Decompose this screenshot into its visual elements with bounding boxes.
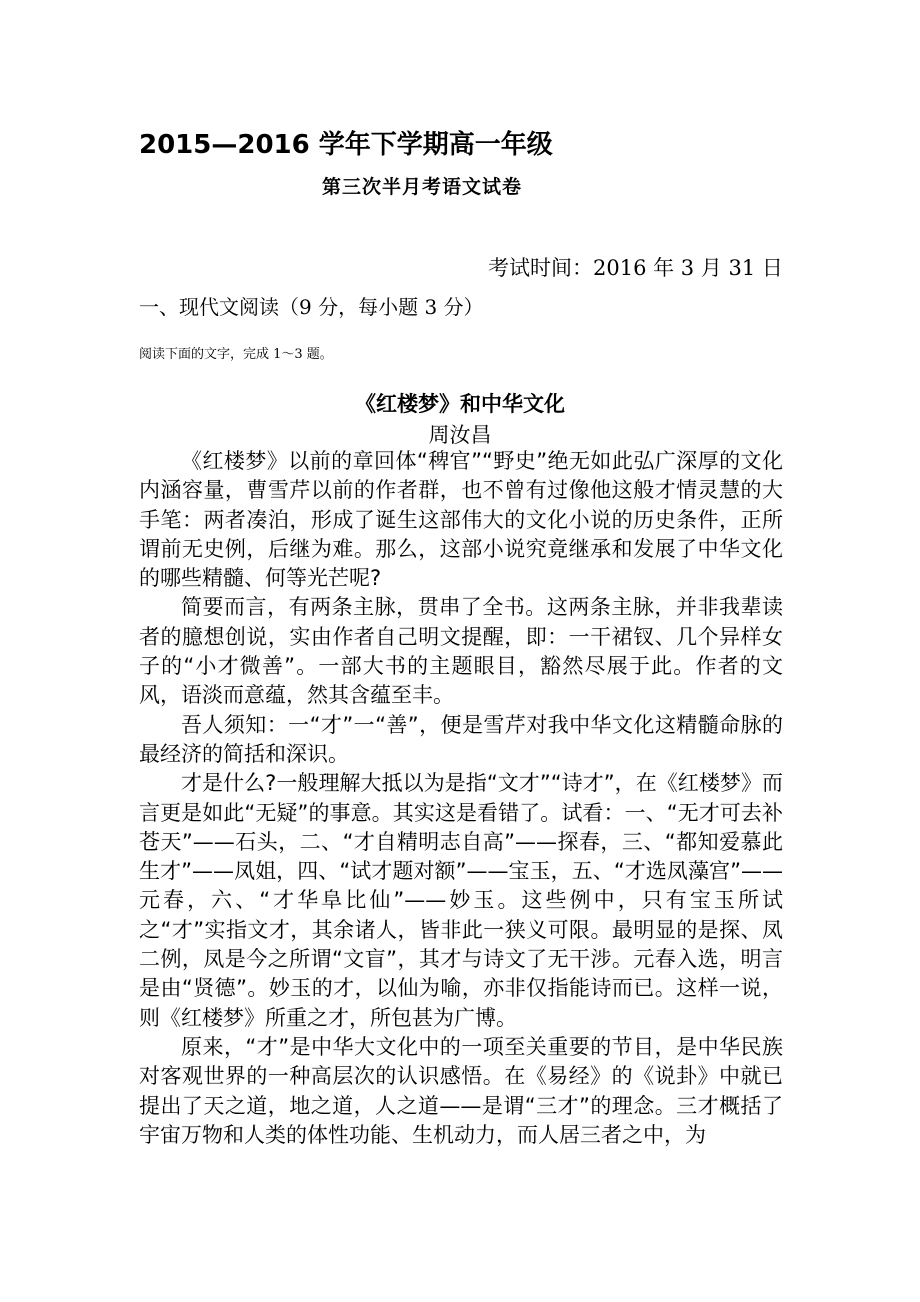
reading-instruction: 阅读下面的文字，完成 1～3 题。 <box>139 347 333 362</box>
exam-subtitle: 第三次半月考语文试卷 <box>322 176 523 198</box>
article-paragraph-5: 原来，“才”是中华大文化中的一项至关重要的节目，是中华民族对客观世界的一种高层次的认识感悟。在《易经》的《说卦》中就已提出了天之道，地之道，人之道——是谓“三才”的理念。三才概括了宇宙万物和人类的体性功能、生机动力，而人居三者之中，为 <box>139 1034 783 1147</box>
article-paragraph-1: 《红楼梦》以前的章回体“稗官”“野史”绝无如此弘广深厚的文化内涵容量，曹雪芹以前的作者群，也不曾有过像他这般才情灵慧的大手笔：两者凑泊，形成了诞生这部伟大的文化小说的历史条件，正所谓前无史例，后继为难。那么，这部小说究竟继承和发展了中华文化的哪些精髓、何等光芒呢? <box>139 449 783 591</box>
article-author: 周汝昌 <box>428 423 492 447</box>
section-heading: 一、现代文阅读（9 分，每小题 3 分） <box>139 295 484 319</box>
article-paragraph-3: 吾人须知：一“才”一“善”，便是雪芹对我中华文化这精髓命脉的最经济的简括和深识。 <box>139 712 783 766</box>
article-paragraph-4: 才是什么?一般理解大抵以为是指“文才”“诗才”，在《红楼梦》而言更是如此“无疑”的事意。其实这是看错了。试看：一、“无才可去补苍天”——石头，二、“才自精明志自高”——探春，三、“都知爱慕此生才”——凤姐，四、“试才题对额”——宝玉，五、“才选凤藻宫”——元春，六、“才华阜比仙”——妙玉。这些例中，只有宝玉所试之“才”实指文才，其余诸人，皆非此一狭义可限。最明显的是探、凤二例，凤是今之所谓“文盲”，其才与诗文了无干涉。元春入选，明言是由“贤德”。妙玉的才，以仙为喻，亦非仅指能诗而已。这样一说，则《红楼梦》所重之才，所包甚为广博。 <box>139 771 783 1030</box>
exam-title: 2015—2016 学年下学期高一年级 <box>139 130 553 160</box>
article-body <box>139 447 783 1150</box>
article-paragraph-2: 简要而言，有两条主脉，贯串了全书。这两条主脉，并非我辈读者的臆想创说，实由作者自己明文提醒，即：一干裙钗、几个异样女子的“小才微善”。一部大书的主题眼目，豁然尽展于此。作者的文风，语淡而意蕴，然其含蕴至丰。 <box>139 595 783 708</box>
exam-time: 考试时间：2016 年 3 月 31 日 <box>488 256 783 280</box>
article-title: 《红楼梦》和中华文化 <box>355 392 565 416</box>
